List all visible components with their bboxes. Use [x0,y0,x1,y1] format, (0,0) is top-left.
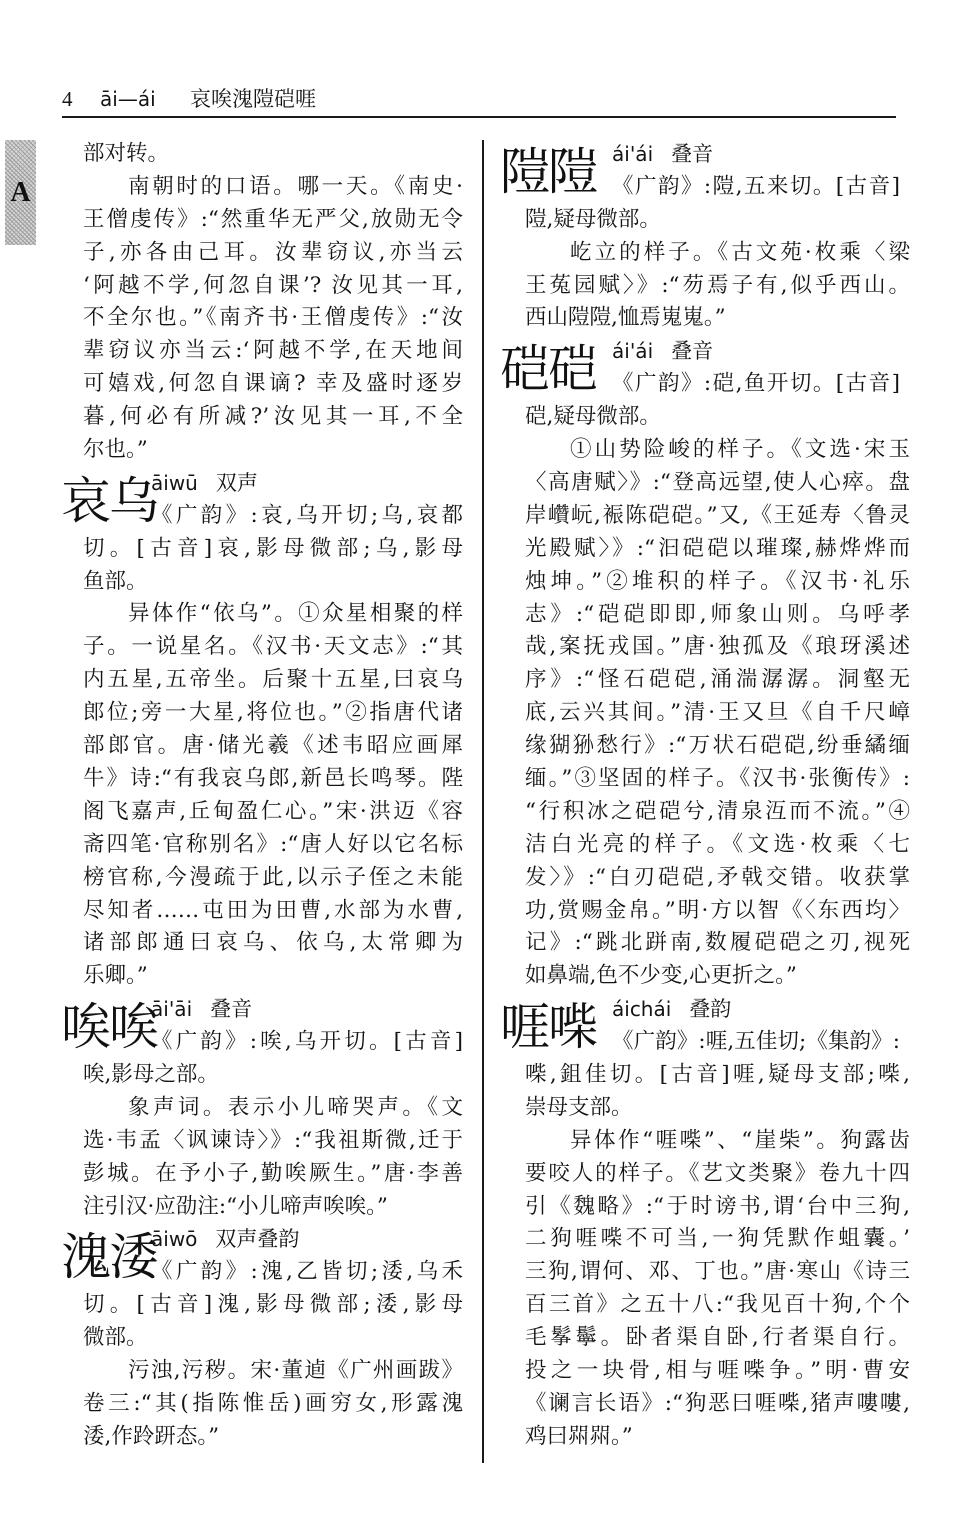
text-line: 乐卿。” [83,963,148,989]
thumb-index-letter: A [10,177,31,208]
text-line: 光殿赋〉》:“汩硙硙以璀璨,赫烨烨而 [525,535,910,561]
text-line: 斋四笔·官称别名》:“唐人好以它名标 [83,831,463,857]
text-line: 部对转。 [83,141,170,166]
text-line: 王菟园赋〉》:“芴焉子有,似乎西山。 [525,272,910,298]
text-line: 暮,何必有所减?’汝见其一耳,不全 [83,404,463,430]
text-line: 缅。”③坚固的样子。《汉书·张衡传》: [525,765,910,791]
text-line: “行积冰之硙硙兮,清泉沍而不流。”④ [525,798,910,824]
text-line: 志》:“硙硙即即,师象山则。乌呼孝 [525,601,910,627]
headword: 溾涹 [61,1228,157,1287]
page-number: 4 [62,87,73,111]
text-line: 子。一说星名。《汉书·天文志》:“其 [83,634,463,660]
pinyin-text: āiwō [151,1227,198,1252]
text-line: 鱼部。 [83,568,148,594]
text-line: 涹,作跉趼态。” [83,1423,220,1449]
entry-head [500,138,910,204]
text-line: 微部。 [83,1325,148,1351]
text-line: 如鼻端,色不少变,心更折之。” [525,963,797,989]
text-line: 《广韵》:哀,乌开切;乌,哀都 [151,502,463,528]
text-line: 功,赏赐金帛。”明·方以智《〈东西均〉 [525,897,910,923]
entry-head [61,993,463,1059]
headword: 唉唉 [61,998,157,1057]
dictionary-entry [61,1223,463,1453]
text-line: 记》:“跳北跰南,数履硙硙之刃,视死 [525,930,910,956]
text-line: 崇母支部。 [525,1094,633,1120]
text-line: 王僧虔传》:“然重华无严父,放勋无令 [83,206,463,232]
text-line: 象声词。表示小儿啼哭声。《文 [128,1094,463,1120]
text-line: 切。[古音]溾,影母微部;涹,影母 [83,1292,463,1318]
text-line: 不全尔也。”《南齐书·王僧虔传》:“汝 [83,305,463,331]
dictionary-entry [61,993,463,1223]
column-divider [482,140,484,1463]
text-line: 《广韵》:啀,五佳切;《集韵》: [612,1029,900,1055]
phonetic-type: 叠韵 [689,997,732,1022]
headword: 硙硙 [500,340,596,399]
page-headword-chars: 哀唉溾隑硙啀 [190,87,316,111]
dictionary-entry [500,993,910,1453]
phonetic-type: 双声叠韵 [215,1227,300,1252]
text-line: 彭城。在予小子,勤唉厥生。”唐·李善 [83,1160,463,1186]
entry-head [500,335,910,401]
text-line: 尔也。” [83,437,148,463]
running-header [62,84,896,118]
pinyin-text: ái'ái [612,339,654,364]
headword: 啀喍 [500,998,596,1057]
text-line: 屹立的样子。《古文苑·枚乘〈梁 [570,239,910,265]
thumb-index-tab [5,140,36,245]
text-line: 牛》诗:“有我哀乌郎,新邑长鸣琴。陛 [83,765,463,791]
text-line: 序》:“怪石硙硙,涌湍潺潺。洞壑无 [525,667,910,693]
text-line: 岸巑岏,裖陈硙硙。”又,《王延寿〈鲁灵 [525,502,910,528]
text-line: 毛鬇鬡。卧者渠自卧,行者渠自行。 [525,1325,910,1351]
text-line: 投之一块骨,相与啀喍争。”明·曹安 [525,1358,910,1383]
text-line: 阁飞嘉声,丘甸盈仁心。”宋·洪迈《容 [83,798,463,824]
entry-head [500,993,910,1059]
text-line: 诸部郎通曰哀乌、依乌,太常卿为 [83,930,463,956]
continued-entry [83,138,463,467]
text-line: 异体作“依乌”。①众星相聚的样 [128,601,463,627]
dictionary-entry [61,467,463,993]
pinyin [151,1223,299,1256]
text-line: ①山势险峻的样子。《文选·宋玉 [570,437,910,463]
text-line: 二狗啀喍不可当,一狗凭默作蛆囊。’ [525,1226,910,1252]
text-line: 《谰言长语》:“狗恶曰啀喍,猪声嘍嘍, [525,1390,910,1416]
text-line: ‘阿越不学,何忽自课’? 汝见其一耳, [83,272,463,298]
text-line: 部郎官。唐·储光羲《述韦昭应画犀 [83,733,463,759]
text-line: 内五星,五帝坐。后聚十五星,曰哀乌 [83,667,463,693]
text-line: 缘猢狲愁行》:“万状石硙硙,纷垂繘缅 [525,733,910,759]
text-line: 异体作“啀喍”、“崖柴”。狗露齿 [570,1127,910,1153]
text-line: 引《魏略》:“于时谤书,谓‘台中三狗, [525,1193,910,1219]
text-line: 要咬人的样子。《艺文类聚》卷九十四 [525,1160,910,1186]
text-line: 可嬉戏,何忽自课谪? 幸及盛时逐岁 [83,371,463,397]
text-line: 唉,影母之部。 [83,1061,219,1087]
text-line: 尽知者……屯田为田曹,水部为水曹, [83,897,463,923]
pinyin [151,467,258,500]
text-line: 切。[古音]哀,影母微部;乌,影母 [83,535,463,561]
text-line: 《广韵》:唉,乌开切。[古音] [151,1029,463,1055]
phonetic-type: 叠音 [210,997,253,1022]
pinyin-text: áichái [612,997,672,1022]
text-line: 硙,疑母微部。 [525,404,661,430]
headword: 哀乌 [61,471,157,530]
text-line: 郎位;旁一大星,将位也。”②指唐代诸 [83,700,463,726]
entry-head [61,1223,463,1289]
text-line: 辈窃议亦当云:‘阿越不学,在天地间 [83,338,463,364]
text-line: 榜官称,今漫疏于此,以示子侄之未能 [83,864,463,890]
pinyin-range: āi—ái [100,87,156,111]
text-line: 三狗,谓何、邓、丁也。”唐·寒山《诗三 [525,1259,910,1285]
text-line: 喍,鉏佳切。[古音]啀,疑母支部;喍, [525,1061,910,1087]
text-line: 选·韦孟〈讽谏诗〉》:“我祖斯微,迁于 [83,1127,463,1153]
right-column [500,138,910,1454]
text-line: 发〉》:“白刃硙硙,矛戟交错。收获掌 [525,864,910,890]
text-line: 污浊,污秽。宋·董逌《广州画跋》 [128,1358,463,1383]
text-line: 子,亦各由己耳。汝辈窃议,亦当云 [83,239,463,265]
pinyin-text: āiwū [151,470,198,495]
text-line: 〈高唐赋〉》:“登高远望,使人心瘁。盘 [525,469,910,495]
text-line: 烛坤。”②堆积的样子。《汉书·礼乐 [525,568,910,594]
text-line: 注引汉·应劭注:“小儿啼声唉唉。” [83,1193,388,1219]
text-line: 隑,疑母微部。 [525,206,661,232]
text-line: 西山隑隑,恤焉嵬嵬。” [525,305,726,331]
text-line: 《广韵》:隑,五来切。[古音] [612,173,900,199]
text-line: 南朝时的口语。哪一天。《南史· [128,173,463,199]
text-line: 鸡曰喌喌。” [525,1423,633,1449]
text-line: 底,云兴其间。”清·王又旦《自千尺嶂 [525,700,910,726]
headword: 隑隑 [500,143,596,201]
pinyin [151,993,252,1026]
text-line: 哉,案抚戎国。”唐·独孤及《琅玡溪述 [525,634,910,660]
text-line: 《广韵》:硙,鱼开切。[古音] [612,371,900,397]
text-line: 百三首》之五十八:“我见百十狗,个个 [525,1292,910,1318]
dictionary-entry [500,335,910,993]
phonetic-type: 双声 [215,470,258,495]
text-line: 洁白光亮的样子。《文选·枚乘〈七 [525,831,910,857]
pinyin [612,335,713,368]
pinyin [612,993,731,1026]
phonetic-type: 叠音 [671,339,714,364]
dictionary-entry [500,138,910,335]
text-line: 卷三:“其(指陈惟岳)画穷女,形露溾 [83,1390,463,1416]
left-column [61,138,463,1454]
text-line: 《广韵》:溾,乙皆切;涹,乌禾 [151,1259,463,1285]
phonetic-type: 叠音 [671,142,714,166]
entry-head [61,467,463,533]
pinyin [612,138,713,171]
pinyin-text: āi'āi [151,997,193,1022]
pinyin-text: ái'ái [612,142,654,166]
